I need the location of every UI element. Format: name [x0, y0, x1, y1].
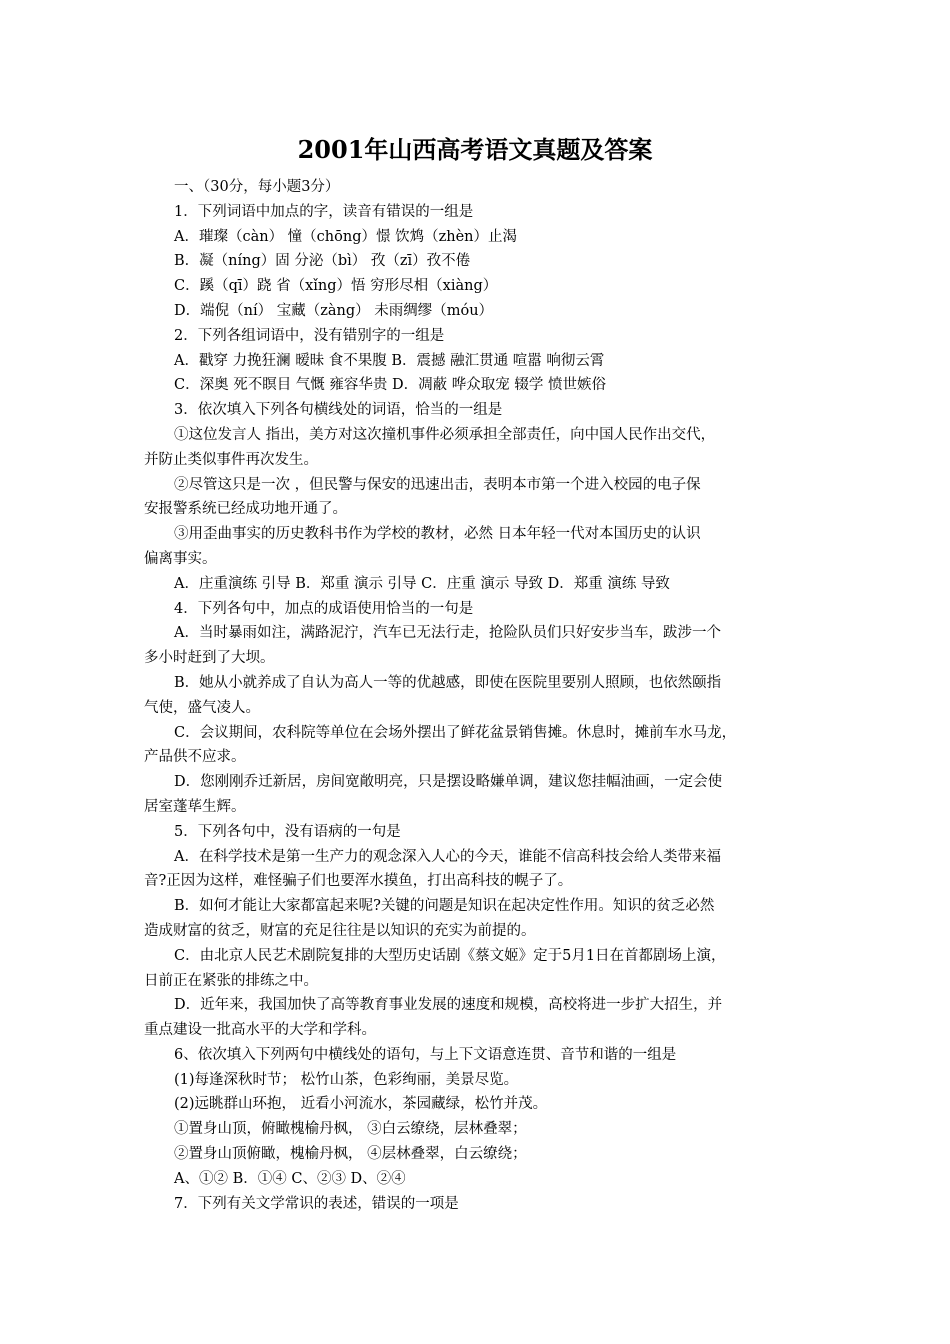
document-title: 2001年山西高考语文真题及答案	[297, 135, 653, 164]
text-line: A．在科学技术是第一生产力的观念深入人心的今天，谁能不信高科技会给人类带来福	[174, 848, 721, 865]
text-line: ②尽管这只是一次 ，但民警与保安的迅速出击，表明本市第一个进入校园的电子保	[174, 476, 701, 493]
text-line: 日前正在紧张的排练之中。	[144, 972, 318, 989]
text-line: A．庄重演练 引导 B．郑重 演示 引导 C．庄重 演示 导致 D．郑重 演练 导致	[174, 575, 670, 592]
text-line: C．深奥 死不瞑目 气慨 雍容华贵 D．凋蔽 哗众取宠 辍学 愤世嫉俗	[174, 377, 606, 394]
text-line: A．璀璨（càn） 憧（chōng）憬 饮鸩（zhèn）止渴	[174, 228, 518, 245]
text-line: ①置身山顶，俯瞰槐榆丹枫， ③白云缭绕，层林叠翠；	[174, 1121, 527, 1138]
text-line: 7．下列有关文学常识的表述，错误的一项是	[174, 1195, 459, 1212]
text-line: 安报警系统已经成功地开通了。	[144, 501, 347, 518]
text-line: 居室蓬荜生辉。	[144, 798, 246, 815]
text-line: 重点建设一批高水平的大学和学科。	[144, 1022, 376, 1039]
text-line: ②置身山顶俯瞰，槐榆丹枫， ④层林叠翠，白云缭绕；	[174, 1146, 527, 1163]
text-line: 偏离事实。	[144, 550, 217, 567]
text-line: B．如何才能让大家都富起来呢?关键的问题是知识在起决定性作用。知识的贫乏必然	[174, 898, 715, 915]
text-line: 产品供不应求。	[144, 749, 246, 766]
text-line: 5．下列各句中，没有语病的一句是	[174, 823, 401, 840]
text-line: 音?正因为这样，难怪骗子们也要浑水摸鱼，打出高科技的幌子了。	[144, 873, 573, 890]
text-line: D．端倪（ní） 宝藏（zàng） 未雨绸缪（móu）	[174, 302, 494, 319]
text-line: C．由北京人民艺术剧院复排的大型历史话剧《蔡文姬》定于5月1日在首都剧场上演，	[174, 947, 726, 964]
text-line: 4．下列各句中，加点的成语使用恰当的一句是	[174, 600, 474, 617]
text-line: C．蹊（qī）跷 省（xǐng）悟 穷形尽相（xiàng）	[174, 278, 498, 295]
text-line: 一、（30分，每小题3分）	[174, 179, 340, 195]
text-line: 6、依次填入下列两句中横线处的语句，与上下文语意连贯、音节和谐的一组是	[174, 1046, 677, 1063]
text-line: 3．依次填入下列各句横线处的词语，恰当的一组是	[174, 402, 503, 419]
text-line: A．戳穿 力挽狂澜 暧昧 食不果腹 B．震撼 融汇贯通 喧嚣 响彻云霄	[174, 352, 605, 369]
text-line: (2)远眺群山环抱， 近看小河流水，茶园藏绿，松竹并茂。	[174, 1096, 548, 1113]
text-line: B．凝（níng）固 分泌（bì） 孜（zī）孜不倦	[174, 253, 471, 270]
document-body	[144, 175, 819, 1216]
text-line: C．会议期间，农科院等单位在会场外摆出了鲜花盆景销售摊。休息时，摊前车水马龙，	[174, 724, 737, 741]
text-line: A、①② B．①④ C、②③ D、②④	[174, 1170, 406, 1187]
text-line: (1)每逢深秋时节； 松竹山茶，色彩绚丽，美景尽览。	[174, 1071, 519, 1088]
text-line: 1．下列词语中加点的字，读音有错误的一组是	[174, 203, 474, 220]
text-line: 气使，盛气凌人。	[144, 699, 260, 716]
text-line: 多小时赶到了大坝。	[144, 650, 275, 667]
text-line: ③用歪曲事实的历史教科书作为学校的教材，必然 日本年轻一代对本国历史的认识	[174, 526, 701, 543]
text-line: D．您刚刚乔迁新居，房间宽敞明亮，只是摆设略嫌单调，建议您挂幅油画，一定会使	[174, 774, 723, 791]
text-line: 造成财富的贫乏，财富的充足往往是以知识的充实为前提的。	[144, 922, 536, 939]
text-line: 2．下列各组词语中，没有错别字的一组是	[174, 327, 445, 344]
text-line: 并防止类似事件再次发生。	[144, 451, 318, 468]
text-line: B．她从小就养成了自认为高人一等的优越感，即使在医院里要别人照顾，也依然颐指	[174, 674, 722, 691]
text-line: D．近年来，我国加快了高等教育事业发展的速度和规模，高校将进一步扩大招生，并	[174, 997, 723, 1014]
text-line: ①这位发言人 指出，美方对这次撞机事件必须承担全部责任，向中国人民作出交代，	[174, 426, 716, 443]
text-line: A．当时暴雨如注，满路泥泞，汽车已无法行走，抢险队员们只好安步当车，跋涉一个	[174, 625, 721, 642]
